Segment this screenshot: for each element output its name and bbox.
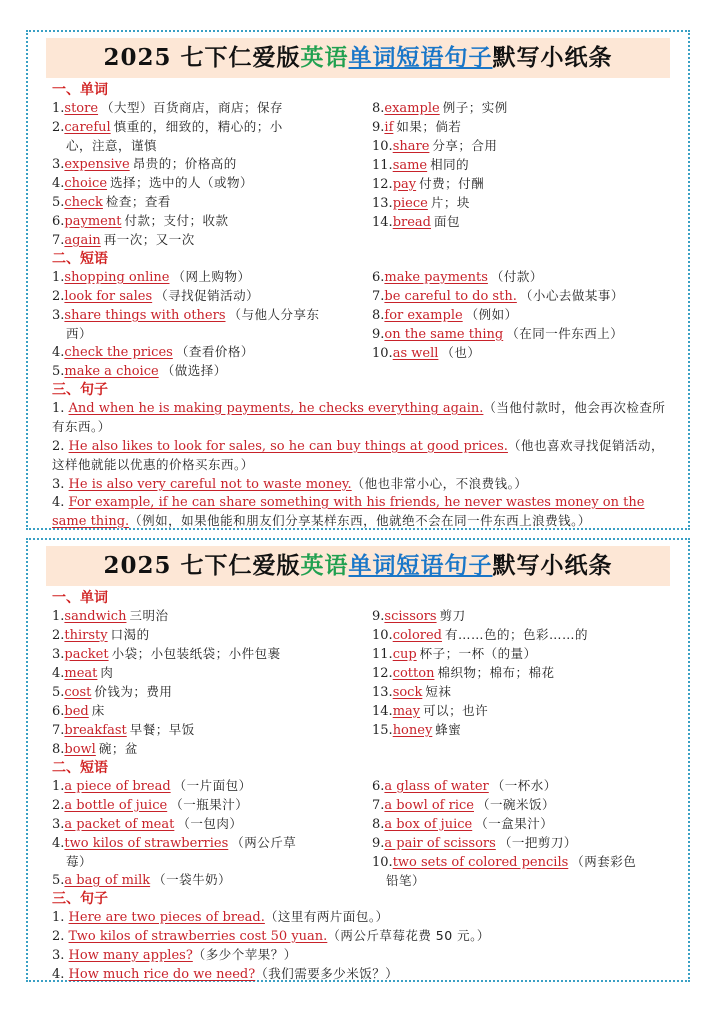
list-item: 2.thirsty 口渴的: [52, 627, 150, 643]
list-item: 9.on the same thing （在同一件东西上）: [372, 326, 624, 342]
sentence-item: 1. Here are two pieces of bread.（这里有两片面包。）: [52, 909, 389, 925]
list-item: 8.example 例子；实例: [372, 100, 508, 116]
sentence-item: 3. How many apples?（多少个苹果？）: [52, 947, 297, 963]
words-section: [28, 82, 688, 250]
phrases-right-column: [372, 268, 672, 381]
list-item: 10.as well （也）: [372, 345, 481, 361]
list-item: 10.two sets of colored pencils （两套彩色 铅笔）: [372, 854, 637, 888]
words-right-column: [372, 99, 672, 250]
list-item: 14.may 可以；也许: [372, 703, 489, 719]
list-item: 1.sandwich 三明治: [52, 608, 169, 624]
list-item: 13.piece 片；块: [372, 195, 470, 211]
phrases-left-column: [52, 777, 372, 890]
list-item: 14.bread 面包: [372, 214, 461, 230]
list-item: 1.shopping online （网上购物）: [52, 269, 251, 285]
words-section: [28, 590, 688, 759]
sentence-item: 4. For example, if he can share something with his friends, he never wastes money on the same thing.（例如，如果他能和朋友们分享某样东西，他就绝不会在同一件东西上浪费钱。）: [52, 495, 645, 529]
sentence-item: 2. Two kilos of strawberries cost 50 yuan.（两公斤草莓花费 50 元。）: [52, 928, 490, 944]
list-item: 9.a pair of scissors （一把剪刀）: [372, 835, 577, 851]
section-heading: 二、短语: [52, 251, 108, 267]
list-item: 5.a bag of milk （一袋牛奶）: [52, 872, 232, 888]
sentences-section: [28, 891, 688, 984]
list-item: 6.a glass of water （一杯水）: [372, 778, 557, 794]
section-heading: 一、单词: [52, 82, 108, 98]
list-item: 5.cost 价钱为；费用: [52, 684, 173, 700]
sentence-item: 2. He also likes to look for sales, so he can buy things at good prices.（他也喜欢寻找促销活动，这样他就能以优惠的价格买东西。）: [52, 438, 664, 472]
list-item: 5.make a choice （做选择）: [52, 363, 227, 379]
list-item: 2.look for sales （寻找促销活动）: [52, 288, 260, 304]
list-item: 2.careful 慎重的，细致的，精心的；小 心，注意，谨慎: [52, 119, 283, 153]
words-left-column: [52, 607, 372, 759]
words-right-column: [372, 607, 672, 759]
section-heading: 二、短语: [52, 760, 108, 776]
phrases-section: [28, 251, 688, 381]
list-item: 9.if 如果；倘若: [372, 119, 462, 135]
section-heading: 三、句子: [52, 891, 108, 907]
list-item: 11.same 相同的: [372, 157, 470, 173]
list-item: 13.sock 短袜: [372, 684, 452, 700]
list-item: 6.make payments （付款）: [372, 269, 543, 285]
list-item: 7.breakfast 早餐；早饭: [52, 722, 195, 738]
list-item: 7.be careful to do sth. （小心去做某事）: [372, 288, 624, 304]
list-item: 8.bowl 碗；盆: [52, 741, 138, 757]
list-item: 4.two kilos of strawberries （两公斤草 莓）: [52, 835, 297, 869]
list-item: 3.expensive 昂贵的；价格高的: [52, 156, 237, 172]
list-item: 10.share 分享；合用: [372, 138, 498, 154]
note-card-2: [26, 538, 690, 982]
card-title: 2025 七下仁爱版英语单词短语句子默写小纸条: [46, 546, 670, 586]
list-item: 4.check the prices （查看价格）: [52, 344, 254, 360]
list-item: 4.meat 肉: [52, 665, 114, 681]
list-item: 5.check 检查；查看: [52, 194, 171, 210]
list-item: 7.again 再一次；又一次: [52, 232, 195, 248]
sentence-item: 3. He is also very careful not to waste money.（他也非常小心，不浪费钱。）: [52, 476, 528, 492]
phrases-right-column: [372, 777, 672, 890]
list-item: 3.packet 小袋；小包装纸袋；小件包裹: [52, 646, 281, 662]
list-item: 3.share things with others （与他人分享东 西）: [52, 307, 320, 341]
list-item: 8.a box of juice （一盒果汁）: [372, 816, 554, 832]
note-card-1: [26, 30, 690, 530]
list-item: 6.bed 床: [52, 703, 105, 719]
list-item: 4.choice 选择；选中的人（或物）: [52, 175, 254, 191]
sentence-item: 1. And when he is making payments, he checks everything again.（当他付款时，他会再次检查所有东西。）: [52, 400, 666, 434]
section-heading: 三、句子: [52, 382, 108, 398]
list-item: 12.cotton 棉织物；棉布；棉花: [372, 665, 555, 681]
card-title: 2025 七下仁爱版英语单词短语句子默写小纸条: [46, 38, 670, 78]
words-left-column: [52, 99, 372, 250]
list-item: 10.colored 有……色的；色彩……的: [372, 627, 589, 643]
list-item: 15.honey 蜂蜜: [372, 722, 462, 738]
list-item: 8.for example （例如）: [372, 307, 518, 323]
list-item: 12.pay 付费；付酬: [372, 176, 485, 192]
phrases-left-column: [52, 268, 372, 381]
sentence-item: 4. How much rice do we need?（我们需要多少米饭？）: [52, 966, 399, 982]
phrases-section: [28, 760, 688, 890]
section-heading: 一、单词: [52, 590, 108, 606]
list-item: 7.a bowl of rice （一碗米饭）: [372, 797, 555, 813]
list-item: 9.scissors 剪刀: [372, 608, 466, 624]
list-item: 11.cup 杯子；一杯（的量）: [372, 646, 537, 662]
list-item: 2.a bottle of juice （一瓶果汁）: [52, 797, 249, 813]
sentences-section: [28, 382, 688, 531]
list-item: 3.a packet of meat （一包肉）: [52, 816, 243, 832]
list-item: 6.payment 付款；支付；收款: [52, 213, 229, 229]
list-item: 1.a piece of bread （一片面包）: [52, 778, 252, 794]
list-item: 1.store （大型）百货商店，商店；保存: [52, 100, 284, 116]
